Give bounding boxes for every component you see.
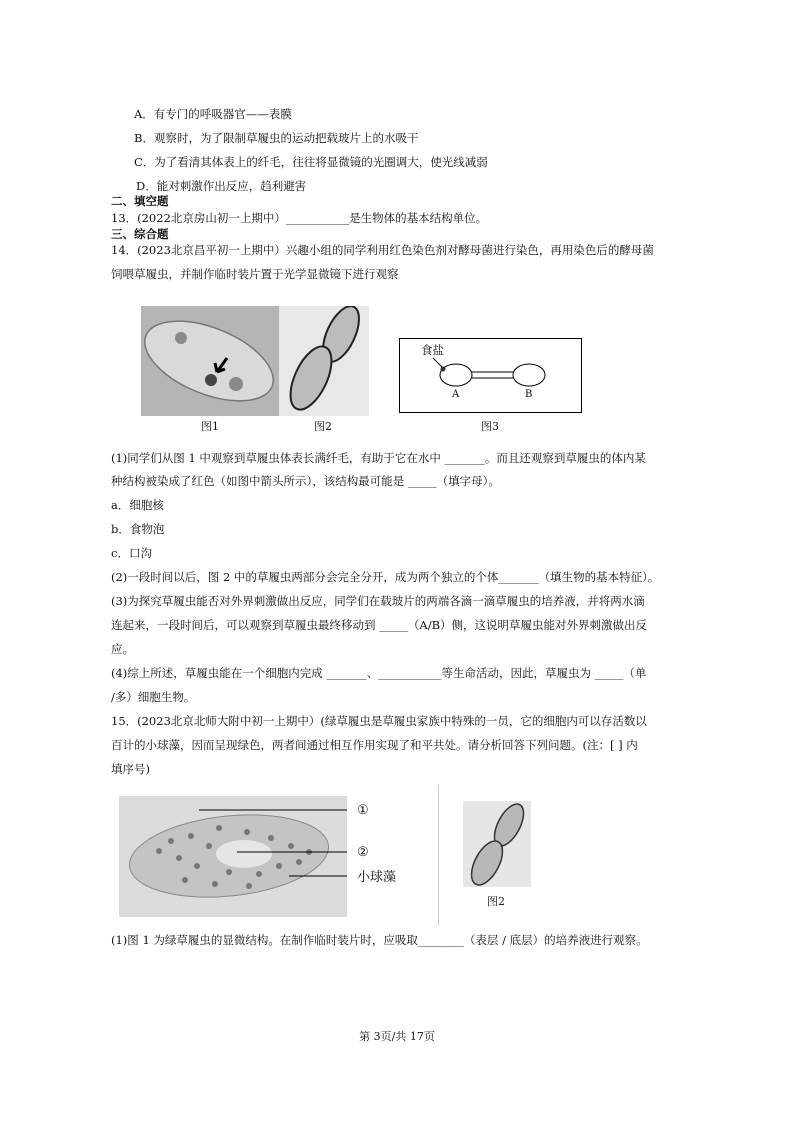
q15-label-2: ② — [357, 845, 369, 860]
option-c: C．为了看清其体表上的纤毛，往往将显微镜的光圈调大，使光线减弱 — [134, 155, 488, 169]
question-14-part-2: (2)一段时间以后，图 2 中的草履虫两部分会完全分开，成为两个独立的个体_______（填生物的基本特征）。 — [111, 570, 660, 584]
q15-figure-2-dividing-paramecium — [463, 801, 531, 887]
question-14-option-a: a．细胞核 — [111, 498, 164, 512]
question-14-part-4-line-2: /多）细胞生物。 — [111, 690, 196, 704]
figure-1-paramecium — [141, 306, 279, 416]
question-13: 13．(2022北京房山初一上期中）___________是生物体的基本结构单位。 — [111, 211, 488, 225]
question-15-part-1: (1)图 1 为绿草履虫的显微结构。在制作临时装片时，应吸取________（表层 / 底层）的培养液进行观察。 — [111, 933, 648, 947]
figure-2-caption: 图2 — [314, 420, 332, 433]
question-14-part-3-line-3: 应。 — [111, 642, 134, 656]
figure-divider — [438, 785, 439, 925]
figure-1-caption: 图1 — [201, 420, 219, 433]
figure-3-label-b: B — [525, 389, 533, 400]
figure-3-salt-label: 食盐 — [421, 343, 444, 357]
question-15-stem-2: 百计的小球藻，因而呈现绿色，两者间通过相互作用实现了和平共处。请分析回答下列问题。(注：[ ] 内 — [111, 738, 638, 752]
question-14-part-1-line-1: (1)同学们从图 1 中观察到草履虫体表长满纤毛，有助于它在水中 _______。而且还观察到草履虫的体内某 — [111, 451, 646, 465]
option-a: A．有专门的呼吸器官——表膜 — [134, 107, 292, 121]
question-14-option-b: b．食物泡 — [111, 522, 165, 536]
question-15-stem-3: 填序号) — [111, 762, 150, 776]
section-fill-blank: 二、填空题 — [111, 194, 169, 208]
section-comprehensive: 三、综合题 — [111, 227, 169, 241]
option-b: B．观察时，为了限制草履虫的运动把载玻片上的水吸干 — [134, 131, 419, 145]
figure-3-caption: 图3 — [481, 420, 499, 433]
question-14-part-4-line-1: (4)综上所述，草履虫能在一个细胞内完成 _______、___________等生命活动，因此，草履虫为 _____（单 — [111, 666, 647, 680]
question-14-part-3-line-2: 连起来，一段时间后，可以观察到草履虫最终移动到 _____（A/B）侧，这说明草履虫能对外界刺激做出反 — [111, 618, 648, 632]
q15-label-algae: 小球藻 — [357, 870, 397, 885]
question-14-option-c: c．口沟 — [111, 546, 152, 560]
page-footer: 第 3页/共 17页 — [359, 1030, 435, 1043]
option-d: D．能对刺激作出反应，趋利避害 — [136, 179, 307, 193]
figure-3-label-a: A — [452, 389, 460, 400]
question-14-stem-2: 饲喂草履虫，并制作临时装片置于光学显微镜下进行观察 — [111, 267, 399, 281]
question-14-part-3-line-1: (3)为探究草履虫能否对外界刺激做出反应，同学们在载玻片的两端各滴一滴草履虫的培养液，并将两水滴 — [111, 594, 645, 608]
q15-figure-1-green-paramecium — [119, 796, 347, 917]
question-14-stem-1: 14．(2023北京昌平初一上期中）兴趣小组的同学利用红色染色剂对酵母菌进行染色，再用染色后的酵母菌 — [111, 243, 654, 257]
q15-figure-2-caption: 图2 — [487, 895, 505, 908]
q15-label-1: ① — [357, 803, 369, 818]
question-15-stem-1: 15．(2023北京北师大附中初一上期中）(绿草履虫是草履虫家族中特殊的一员，它的细胞内可以存活数以 — [111, 714, 647, 728]
question-14-part-1-line-2: 种结构被染成了红色（如图中箭头所示），该结构最可能是 _____（填字母）。 — [111, 474, 500, 488]
figure-2-dividing-paramecium — [279, 306, 369, 416]
